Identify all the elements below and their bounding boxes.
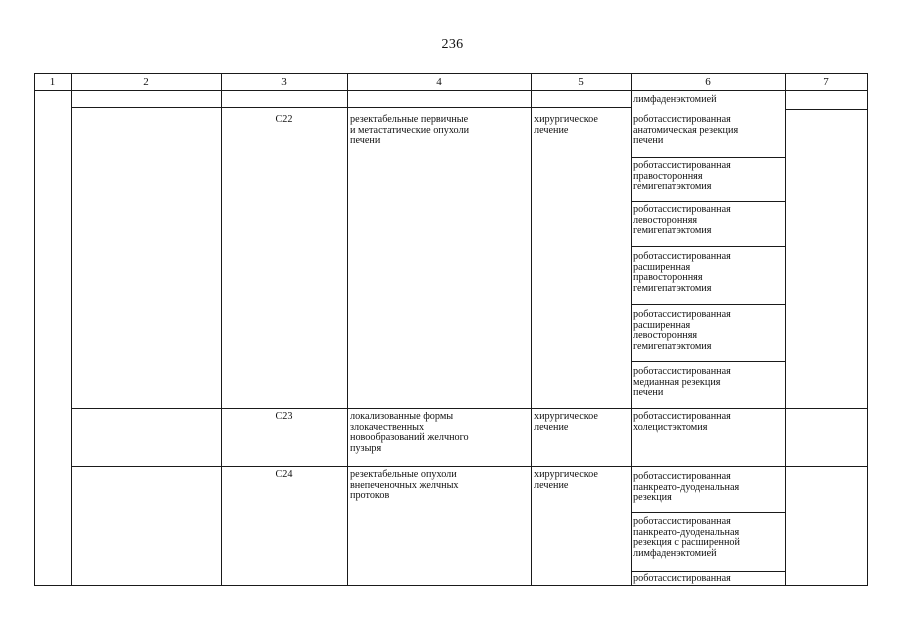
header-col-3: 3 xyxy=(281,76,287,88)
method-border xyxy=(631,201,785,202)
icd-code-c22: C22 xyxy=(275,114,293,125)
method-c24-3: роботассистированная xyxy=(633,573,731,584)
treatment-type-c22: хирургическое лечение xyxy=(534,114,598,136)
method-c22-6: роботассистированная медианная резекция печени xyxy=(633,366,731,398)
method-c23-1: роботассистированная холецистэктомия xyxy=(633,411,731,433)
patient-model-c22: резектабельные первичные и метастатические опухоли печени xyxy=(350,114,470,146)
col-border-3 xyxy=(221,73,222,586)
method-c22-4: роботассистированная расширенная правосторонняя гемигепатэктомия xyxy=(633,251,731,294)
header-bottom-border xyxy=(34,90,868,91)
method-c24-1: роботассистированная панкреато-дуоденальная резекция xyxy=(633,471,740,503)
method-c22-1: роботассистированная анатомическая резекция печени xyxy=(633,114,739,146)
header-col-4: 4 xyxy=(436,76,442,88)
icd-code-c24: C24 xyxy=(275,469,293,480)
continuation-row-border xyxy=(71,107,631,108)
treatment-type-c23: хирургическое лечение xyxy=(534,411,598,433)
col-border-2 xyxy=(71,73,72,586)
method-border xyxy=(631,246,785,247)
col-border-5 xyxy=(531,73,532,586)
header-col-2: 2 xyxy=(143,76,149,88)
treatment-type-c24: хирургическое лечение xyxy=(534,469,598,491)
patient-model-c24: резектабельные опухоли внепеченочных желчных протоков xyxy=(350,469,459,501)
header-col-5: 5 xyxy=(578,76,584,88)
method-border xyxy=(631,361,785,362)
col-border-1 xyxy=(34,73,35,586)
header-col-7: 7 xyxy=(823,76,829,88)
method-c22-5: роботассистированная расширенная левосторонняя гемигепатэктомия xyxy=(633,309,731,352)
table-bottom-border xyxy=(34,585,868,586)
method-border xyxy=(631,157,785,158)
col-border-6 xyxy=(631,73,632,586)
row-border-c24 xyxy=(71,466,868,467)
method-c22-3: роботассистированная левосторонняя гемигепатэктомия xyxy=(633,204,731,236)
page-number: 236 xyxy=(441,37,464,52)
icd-code-c23: C23 xyxy=(275,411,293,422)
col-border-8 xyxy=(867,73,868,586)
method-border xyxy=(631,512,785,513)
method-border xyxy=(631,571,785,572)
col-border-4 xyxy=(347,73,348,586)
row-border-c23 xyxy=(71,408,868,409)
header-col-1: 1 xyxy=(49,76,56,88)
row-border xyxy=(785,109,867,110)
method-c22-2: роботассистированная правосторонняя гемигепатэктомия xyxy=(633,160,731,192)
col-border-7 xyxy=(785,73,786,586)
method-c24-2: роботассистированная панкреато-дуоденальная резекция с расширенной лимфаденэктомией xyxy=(633,516,740,559)
header-col-6: 6 xyxy=(705,76,711,88)
method-border xyxy=(631,304,785,305)
continuation-text: лимфаденэктомией xyxy=(633,94,717,105)
patient-model-c23: локализованные формы злокачественных новообразований желчного пузыря xyxy=(350,411,469,454)
